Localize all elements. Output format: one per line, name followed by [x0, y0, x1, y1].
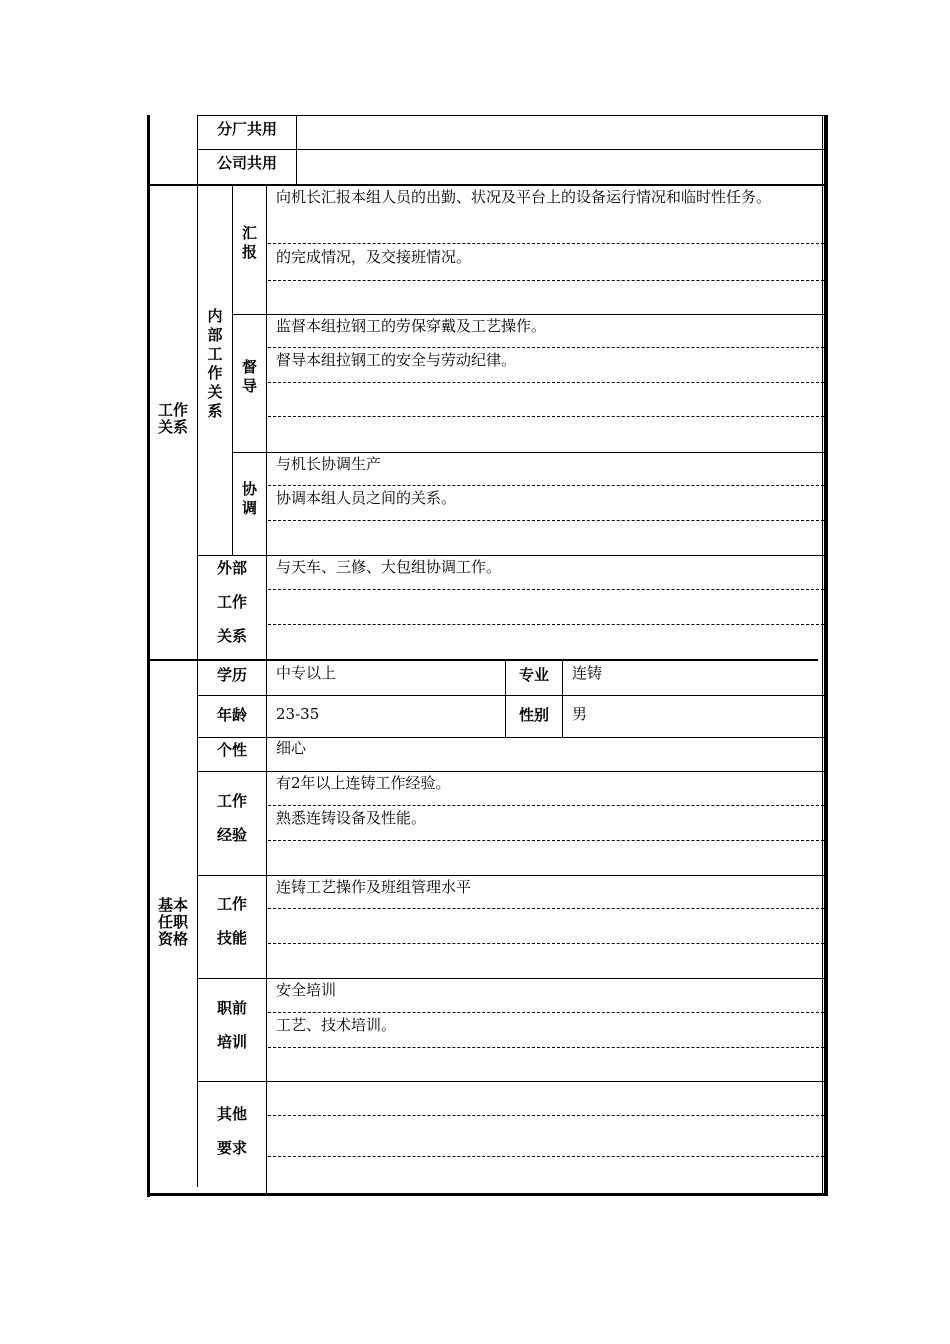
education-value: 中专以上 [276, 664, 337, 682]
dashed-line [268, 485, 824, 486]
gender-label: 性别 [518, 705, 549, 724]
col-line-content-upper [266, 185, 267, 660]
dashed-line [268, 1047, 824, 1048]
dashed-line [268, 589, 824, 590]
right-border-inner [822, 115, 823, 1195]
dashed-line [268, 1012, 824, 1013]
dashed-line [268, 840, 824, 841]
col-line-major-right [562, 660, 563, 738]
supervise-label: 督导 [240, 359, 258, 397]
dashed-line [268, 416, 824, 417]
training-label: 职前 培训 [216, 999, 247, 1051]
major-label: 专业 [518, 665, 549, 684]
branch-shared-label: 分厂共用 [216, 119, 277, 138]
row-line [197, 1081, 824, 1082]
dashed-line [268, 943, 824, 944]
dashed-line [268, 624, 824, 625]
dashed-line [268, 347, 824, 348]
internal-relations-label: 内部工作关系 [205, 308, 224, 422]
coordinate-line-1: 与机长协调生产 [276, 455, 382, 473]
right-border [824, 115, 828, 1195]
dashed-line [268, 520, 824, 521]
col-line-shared [296, 115, 297, 185]
age-value: 23-35 [276, 705, 320, 723]
qualifications-section-label: 基本 任职 资格 [157, 896, 188, 948]
personality-value: 细心 [276, 739, 307, 757]
dashed-line [268, 805, 824, 806]
experience-line-1: 有2年以上连铸工作经验。 [276, 774, 451, 792]
dashed-line [268, 908, 824, 909]
supervise-line-1: 监督本组拉钢工的劳保穿戴及工艺操作。 [276, 317, 547, 335]
bottom-border [147, 1193, 828, 1196]
age-label: 年龄 [216, 705, 247, 724]
education-label: 学历 [216, 665, 247, 684]
personality-label: 个性 [216, 740, 247, 759]
supervise-line-2: 督导本组拉钢工的安全与劳动纪律。 [276, 351, 517, 369]
dashed-line [268, 1156, 824, 1157]
experience-label: 工作 经验 [216, 792, 247, 844]
company-shared-label: 公司共用 [216, 153, 277, 172]
left-border [147, 115, 150, 1197]
dashed-line [268, 382, 824, 383]
external-relations-label: 外部 工作 关系 [216, 559, 247, 645]
experience-line-2: 熟悉连铸设备及性能。 [276, 809, 427, 827]
work-relations-section-label: 工作关系 [157, 401, 188, 436]
gender-value: 男 [572, 705, 588, 723]
external-line-1: 与天车、三修、大包组协调工作。 [276, 558, 502, 576]
training-line-1: 安全培训 [276, 981, 337, 999]
other-requirements-label: 其他 要求 [216, 1105, 247, 1157]
col-line-content-lower [266, 660, 267, 1195]
report-label: 汇报 [240, 225, 258, 263]
row-line [197, 695, 824, 696]
dashed-line [268, 243, 824, 244]
skills-line-1: 连铸工艺操作及班组管理水平 [276, 878, 472, 896]
dashed-line [268, 1115, 824, 1116]
coordinate-line-2: 协调本组人员之间的关系。 [276, 489, 457, 507]
report-line-2: 的完成情况，及交接班情况。 [276, 248, 472, 266]
col-line-label [197, 115, 198, 1187]
skills-label: 工作 技能 [216, 895, 247, 947]
report-line-1: 向机长汇报本组人员的出勤、状况及平台上的设备运行情况和临时性任务。 [276, 188, 772, 206]
training-line-2: 工艺、技术培训。 [276, 1016, 397, 1034]
major-value: 连铸 [572, 664, 603, 682]
coordinate-label: 协调 [240, 481, 258, 519]
dashed-line [268, 280, 824, 281]
